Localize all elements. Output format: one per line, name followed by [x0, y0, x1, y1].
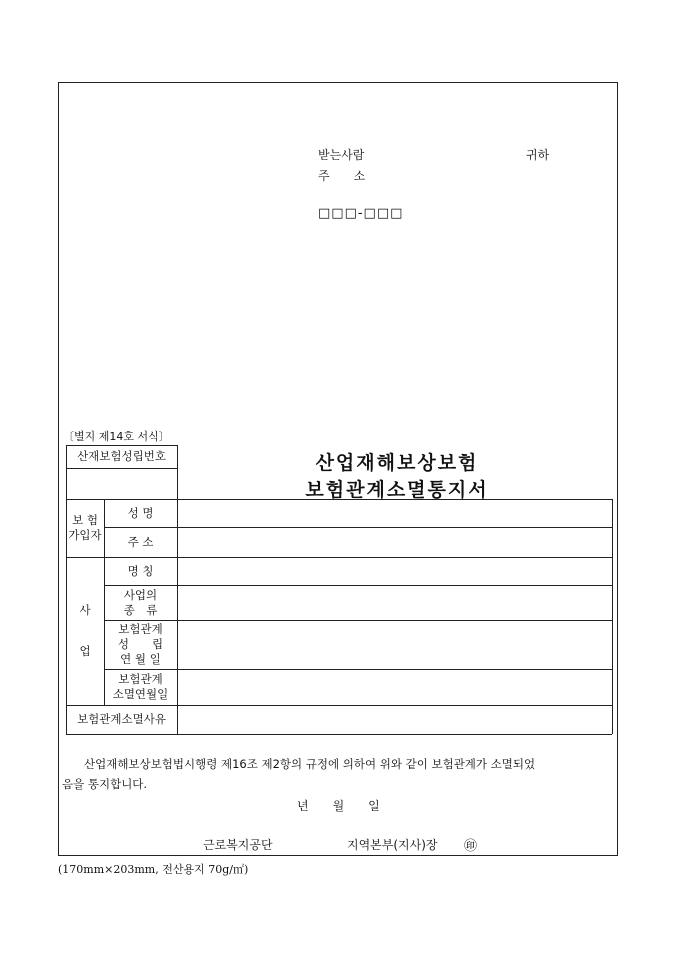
insurance-number-label: 산재보험성립번호	[77, 449, 166, 463]
insured-name-label: 성 명	[127, 505, 154, 520]
notice-date: 년 월 일	[297, 799, 380, 813]
form-title-line2: 보험관계소멸통지서	[305, 479, 489, 501]
postal-code-boxes[interactable]: □□□-□□□	[318, 206, 404, 221]
business-name-field[interactable]	[178, 558, 612, 585]
business-type-label: 사업의 종 류	[123, 587, 158, 617]
establish-date-field[interactable]	[178, 621, 612, 669]
seal-icon: ㊞	[464, 839, 478, 854]
insurance-number-field[interactable]	[67, 469, 177, 499]
issuer-name: 근로복지공단	[203, 838, 273, 852]
termination-date-label: 보험관계 소멸연월일	[112, 672, 169, 701]
termination-date-field[interactable]	[178, 670, 612, 705]
business-type-field[interactable]	[178, 586, 612, 620]
business-group-label: 사 업	[79, 603, 91, 658]
insured-name-field[interactable]	[178, 500, 612, 527]
honorific: 귀하	[526, 148, 550, 162]
annex-label: 〔별지 제14호 서식〕	[63, 430, 170, 443]
insured-group-label: 보 험 가입자	[68, 513, 102, 542]
termination-reason-label: 보험관계소멸사유	[77, 712, 166, 726]
recipient-label: 받는사람	[318, 148, 365, 162]
business-name-label: 명 칭	[127, 563, 154, 578]
notice-line1: 산업재해보상보험법시행령 제16조 제2항의 규정에 의하여 위와 같이 보험관계가 소멸되었	[84, 757, 536, 771]
termination-reason-field[interactable]	[178, 706, 612, 734]
insured-address-label: 주 소	[127, 534, 154, 549]
issuer-office: 지역본부(지사)장	[347, 838, 438, 852]
insured-address-field[interactable]	[178, 528, 612, 557]
paper-spec: (170mm×203mm, 전산용지 70g/㎡)	[58, 863, 249, 876]
establish-date-label: 보험관계 성 립 연 월 일	[117, 622, 164, 666]
address-label: 주 소	[318, 169, 366, 183]
form-title-line1: 산업재해보상보험	[315, 452, 479, 474]
notice-line2: 음을 통지합니다.	[62, 777, 148, 791]
